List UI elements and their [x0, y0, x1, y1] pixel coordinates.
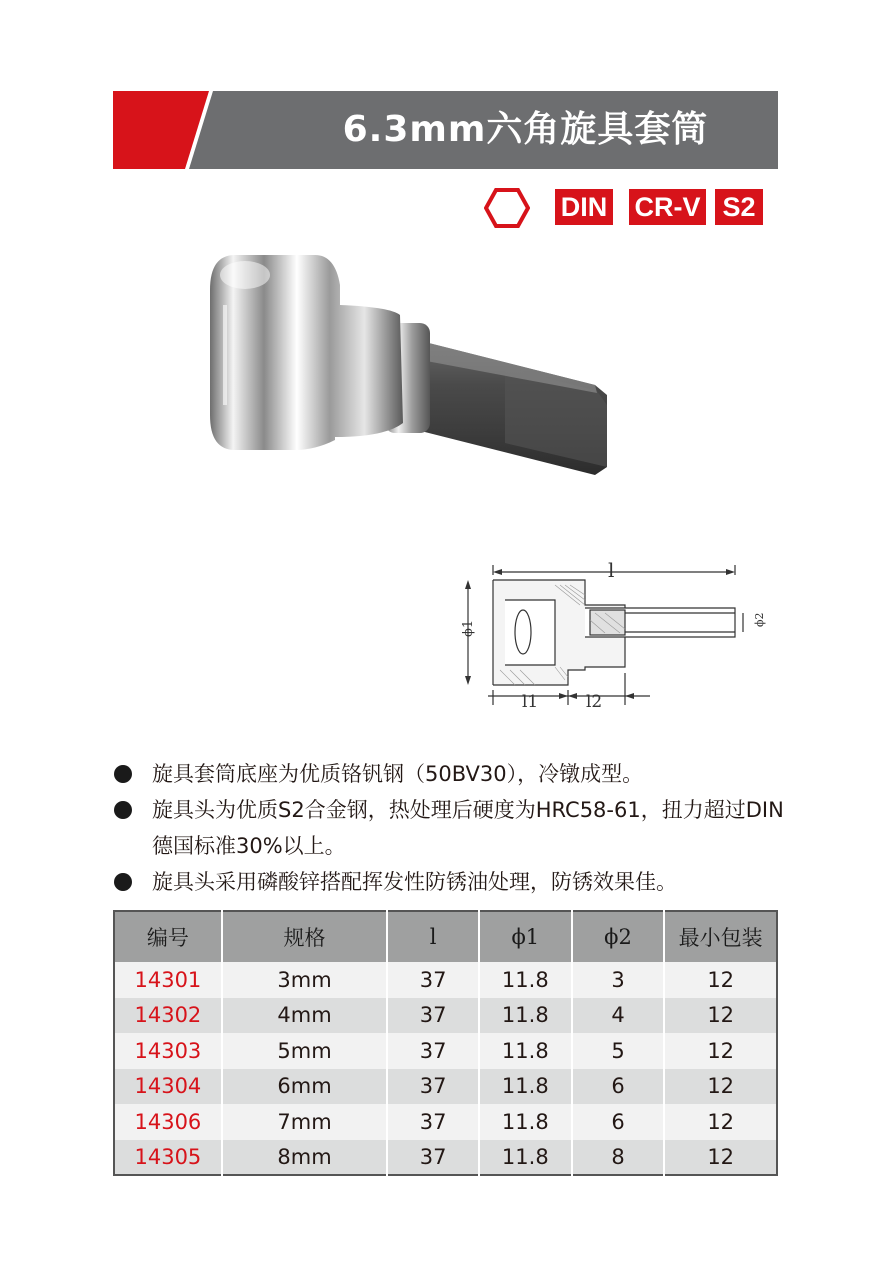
product-photo: [205, 245, 645, 485]
cell-min-pack: 12: [664, 962, 777, 998]
cell-dia2: 4: [572, 998, 665, 1034]
dim-label-l: l: [608, 558, 615, 582]
table-row: [114, 998, 777, 1034]
header-size: 规格: [222, 911, 387, 962]
cell-size: 5mm: [222, 1033, 387, 1069]
crv-badge: CR-V: [629, 189, 706, 225]
table-row: [114, 1069, 777, 1105]
title-banner: [113, 91, 778, 169]
page-title: 6.3mm六角旋具套筒: [342, 109, 709, 150]
cell-size: 3mm: [222, 962, 387, 998]
cell-length: 37: [387, 1140, 479, 1176]
cell-dia1: 11.8: [479, 1140, 572, 1176]
cell-code: 14302: [114, 998, 222, 1034]
feature-text: 旋具头为优质S2合金钢，热处理后硬度为HRC58-61，扭力超过DIN德国标准30%以上。: [152, 798, 784, 858]
cell-min-pack: 12: [664, 1104, 777, 1140]
cell-length: 37: [387, 1033, 479, 1069]
table-row: [114, 1033, 777, 1069]
cell-size: 7mm: [222, 1104, 387, 1140]
header-dia2: ϕ2: [572, 911, 665, 962]
cell-code: 14301: [114, 962, 222, 998]
cell-code: 14305: [114, 1140, 222, 1176]
cell-length: 37: [387, 1069, 479, 1105]
bullet-icon: [114, 873, 132, 891]
table-body: [114, 962, 777, 1175]
feature-text: 旋具头采用磷酸锌搭配挥发性防锈油处理，防锈效果佳。: [152, 870, 677, 894]
cell-min-pack: 12: [664, 1033, 777, 1069]
cell-min-pack: 12: [664, 1069, 777, 1105]
cell-dia2: 5: [572, 1033, 665, 1069]
cell-dia1: 11.8: [479, 1033, 572, 1069]
dim-label-l2: l2: [586, 692, 603, 712]
spec-table: [113, 910, 778, 1176]
din-badge: DIN: [555, 189, 613, 225]
cell-dia1: 11.8: [479, 962, 572, 998]
s2-badge: S2: [715, 189, 763, 225]
cell-dia2: 6: [572, 1069, 665, 1105]
cell-dia2: 3: [572, 962, 665, 998]
header-min-pack: 最小包装: [664, 911, 777, 962]
header-length: l: [387, 911, 479, 962]
dim-label-l1: l1: [522, 692, 539, 712]
cell-length: 37: [387, 1104, 479, 1140]
cell-dia1: 11.8: [479, 1104, 572, 1140]
cell-dia1: 11.8: [479, 1069, 572, 1105]
bullet-icon: [114, 801, 132, 819]
table-row: [114, 1104, 777, 1140]
dimension-drawing: [460, 555, 780, 720]
cell-code: 14303: [114, 1033, 222, 1069]
table-row: [114, 1140, 777, 1176]
cell-size: 8mm: [222, 1140, 387, 1176]
header-code: 编号: [114, 911, 222, 962]
feature-text: 旋具套筒底座为优质铬钒钢（50BV30），冷镦成型。: [152, 762, 644, 786]
table-header-row: [114, 911, 777, 962]
cell-dia2: 6: [572, 1104, 665, 1140]
feature-list: [110, 756, 790, 900]
cell-min-pack: 12: [664, 998, 777, 1034]
hexagon-icon: [484, 188, 530, 228]
dim-label-dia1: ϕ1: [461, 619, 476, 637]
table-row: [114, 962, 777, 998]
cell-code: 14304: [114, 1069, 222, 1105]
feature-item: [110, 864, 790, 900]
feature-item: [110, 792, 790, 864]
header-dia1: ϕ1: [479, 911, 572, 962]
feature-item: [110, 756, 790, 792]
bullet-icon: [114, 765, 132, 783]
dim-label-dia2: ϕ2: [753, 612, 766, 627]
cell-dia2: 8: [572, 1140, 665, 1176]
cell-length: 37: [387, 998, 479, 1034]
cell-dia1: 11.8: [479, 998, 572, 1034]
cell-min-pack: 12: [664, 1140, 777, 1176]
cell-code: 14306: [114, 1104, 222, 1140]
cell-length: 37: [387, 962, 479, 998]
cell-size: 6mm: [222, 1069, 387, 1105]
cell-size: 4mm: [222, 998, 387, 1034]
